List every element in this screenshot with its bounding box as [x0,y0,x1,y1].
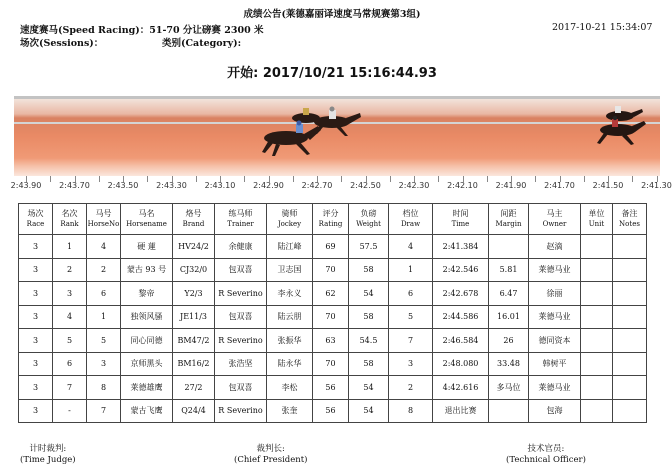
table-cell: 张振华 [267,329,313,353]
table-cell: 京师黑头 [121,352,173,376]
time-axis-label: 2:43.30 [156,181,187,190]
table-cell: 包海 [529,399,581,423]
time-judge-label-en: (Time Judge) [20,455,76,465]
column-header [173,204,215,235]
column-header-en: HorseNo [87,220,120,228]
time-axis-label: 2:42.50 [350,181,381,190]
table-cell: 54 [349,282,389,306]
column-header-en: Rating [318,220,343,228]
column-header-cn: 评分 [322,209,339,218]
table-cell: 8 [389,399,433,423]
table-cell: 3 [19,376,53,400]
table-cell: Q24/4 [173,399,215,423]
table-cell: 张浩坚 [215,352,267,376]
table-cell [581,329,613,353]
column-header-cn: 练马师 [228,209,253,218]
photo-finish-image [14,96,660,176]
column-header-cn: 场次 [27,209,44,218]
column-header-cn: 马号 [95,209,112,218]
column-header [53,204,87,235]
time-axis-tick [147,176,148,182]
time-axis-label: 2:43.50 [107,181,139,190]
chief-president-label: 裁判长: [256,444,285,454]
time-axis-tick [535,176,536,182]
column-header-en: Jockey [277,220,302,228]
column-header [87,204,121,235]
time-axis-tick [487,176,488,182]
table-cell [581,376,613,400]
table-header-row [19,204,647,235]
column-header-en: Notes [619,220,640,228]
table-cell: 2:42.678 [433,282,489,306]
time-axis-tick [196,176,197,182]
column-header-cn: 档位 [402,209,419,218]
column-header [19,204,53,235]
table-cell: 70 [313,258,349,282]
column-header-en: Race [26,220,45,228]
table-cell: 3 [19,305,53,329]
time-axis-tick [244,176,245,182]
table-cell: 54 [349,376,389,400]
table-cell: 1 [87,305,121,329]
table-cell [581,305,613,329]
table-cell: 黎帝 [121,282,173,306]
table-cell: JE11/3 [173,305,215,329]
table-cell: HV24/2 [173,235,215,259]
table-cell: 6 [53,352,87,376]
time-axis-tick [293,176,294,182]
column-header-cn: 负磅 [360,209,377,218]
table-cell [489,235,529,259]
table-cell: 6.47 [489,282,529,306]
table-cell [613,282,647,306]
table-cell: 莱德马业 [529,376,581,400]
table-cell: 27/2 [173,376,215,400]
table-cell: 2:42.546 [433,258,489,282]
table-cell: 57.5 [349,235,389,259]
table-cell: 3 [19,352,53,376]
time-axis-label: 2:42.70 [301,181,333,190]
time-axis-label: 2:41.50 [592,181,624,190]
time-judge-label: 计时裁判: [29,444,67,454]
table-cell: 5 [389,305,433,329]
table-row [19,399,647,423]
table-cell: 56 [313,376,349,400]
time-axis-tick [99,176,100,182]
time-axis-tick [632,176,633,182]
table-cell: 2 [87,258,121,282]
table-cell [613,329,647,353]
table-cell: 70 [313,305,349,329]
time-axis-tick [584,176,585,182]
table-cell [613,399,647,423]
technical-officer-label: 技术官员: [527,444,565,454]
table-cell: 韩树平 [529,352,581,376]
table-cell: 58 [349,305,389,329]
time-axis-label: 2:41.90 [495,181,527,190]
column-header-en: Horsename [126,220,167,228]
table-cell: 4 [87,235,121,259]
table-cell: 7 [53,376,87,400]
column-header-en: Rank [60,220,79,228]
column-header [215,204,267,235]
table-cell: 3 [53,282,87,306]
table-cell: 33.48 [489,352,529,376]
table-cell: 李松 [267,376,313,400]
column-header-cn: 间距 [500,209,517,218]
race-description: 速度赛马(Speed Racing)：51-70 分让磅赛 2300 米 [20,25,264,36]
table-cell [613,352,647,376]
table-cell: 2 [389,376,433,400]
table-cell: 54.5 [349,329,389,353]
chief-president-signature [234,444,307,466]
table-cell: Y2/3 [173,282,215,306]
table-cell: 2 [53,258,87,282]
table-cell: 3 [87,352,121,376]
time-axis-label: 2:42.30 [398,181,430,190]
column-header [389,204,433,235]
column-header-en: Brand [182,220,205,228]
column-header [529,204,581,235]
results-table [18,203,647,423]
time-axis-label: 2:42.90 [253,181,284,190]
time-axis-tick [50,176,51,182]
table-cell: 李永义 [267,282,313,306]
table-cell: 徐丽 [529,282,581,306]
table-cell: 余健康 [215,235,267,259]
table-cell: 张奎 [267,399,313,423]
sessions-label: 场次(Sessions)： [20,38,104,49]
table-cell [581,352,613,376]
table-cell: 蒙古 93 号 [121,258,173,282]
table-cell: 69 [313,235,349,259]
time-axis [10,176,672,202]
column-header-cn: 马主 [546,209,563,218]
table-row [19,352,647,376]
table-row [19,282,647,306]
column-header-en: Owner [542,220,567,228]
column-header-cn: 备注 [621,209,638,218]
table-cell: 莱德马业 [529,258,581,282]
table-cell: R Severino [215,399,267,423]
table-cell: 70 [313,352,349,376]
column-header-en: Unit [588,220,605,228]
table-cell: 2:48.080 [433,352,489,376]
table-cell: 5.81 [489,258,529,282]
table-cell: 赵滴 [529,235,581,259]
table-cell: 1 [389,258,433,282]
table-cell: 莱德雄鹰 [121,376,173,400]
table-cell: 7 [389,329,433,353]
table-row [19,329,647,353]
table-cell: 5 [53,329,87,353]
report-datetime: 2017-10-21 15:34:07 [552,22,653,33]
table-cell: 6 [389,282,433,306]
column-header-en: Draw [400,220,421,228]
table-cell: 4:42.616 [433,376,489,400]
start-time: 开始: 2017/10/21 15:16:44.93 [227,66,437,81]
table-cell: BM47/2 [173,329,215,353]
table-cell: 2:44.586 [433,305,489,329]
time-axis-label: 2:43.10 [204,181,236,190]
time-axis-tick [341,176,342,182]
table-cell [613,258,647,282]
table-cell [613,376,647,400]
table-cell [581,235,613,259]
table-cell: 3 [19,258,53,282]
table-row [19,305,647,329]
table-cell: 德同资本 [529,329,581,353]
table-cell: 3 [19,235,53,259]
time-axis-tick [438,176,439,182]
table-cell [613,305,647,329]
column-header [613,204,647,235]
table-cell [581,258,613,282]
table-cell: 3 [19,282,53,306]
table-cell [613,235,647,259]
table-cell: 63 [313,329,349,353]
time-axis-tick [390,176,391,182]
column-header [313,204,349,235]
table-cell: 多马位 [489,376,529,400]
time-axis-label: 2:41.30 [641,181,672,190]
table-cell: 陆云朋 [267,305,313,329]
table-cell: 26 [489,329,529,353]
table-cell: 包双喜 [215,258,267,282]
table-cell: BM16/2 [173,352,215,376]
table-cell: 54 [349,399,389,423]
column-header [349,204,389,235]
horses-image [14,96,660,176]
category-label: 类别(Category): [162,38,242,49]
table-cell: CJ32/0 [173,258,215,282]
technical-officer-signature [506,444,586,466]
table-cell [489,399,529,423]
time-axis-label: 2:41.70 [544,181,575,190]
table-row [19,258,647,282]
column-header [267,204,313,235]
column-header-cn: 烙号 [185,209,202,218]
table-cell: 4 [53,305,87,329]
column-header [121,204,173,235]
table-cell: 4 [389,235,433,259]
table-cell: 16.01 [489,305,529,329]
table-cell: 3 [19,399,53,423]
time-axis-label: 2:42.10 [447,181,478,190]
table-cell: 蒙古飞鹰 [121,399,173,423]
table-cell: 陆江峰 [267,235,313,259]
table-cell: 1 [53,235,87,259]
column-header-cn: 骑师 [281,209,298,218]
table-cell: 退出比赛 [433,399,489,423]
column-header-en: Time [451,220,470,228]
table-cell: 硬 蓮 [121,235,173,259]
table-cell: 包双喜 [215,305,267,329]
technical-officer-label-en: (Technical Officer) [506,455,586,465]
table-cell [581,399,613,423]
table-cell: R Severino [215,282,267,306]
table-cell: 同心同德 [121,329,173,353]
table-cell: 7 [87,399,121,423]
column-header-en: Trainer [227,220,254,228]
chief-president-label-en: (Chief President) [234,455,308,465]
table-cell: 2:41.384 [433,235,489,259]
column-header [489,204,529,235]
table-cell: 卫志国 [267,258,313,282]
table-cell: 8 [87,376,121,400]
table-cell: - [53,399,87,423]
table-cell: 陆永华 [267,352,313,376]
table-cell: 2:46.584 [433,329,489,353]
table-cell: 3 [19,329,53,353]
table-row [19,235,647,259]
column-header-en: Weight [356,220,381,228]
table-cell: 独领风骚 [121,305,173,329]
column-header [581,204,613,235]
table-cell: 56 [313,399,349,423]
time-judge-signature [20,444,76,466]
column-header-cn: 名次 [61,209,78,218]
table-cell: 6 [87,282,121,306]
table-cell: 58 [349,352,389,376]
table-cell: 62 [313,282,349,306]
table-cell: R Severino [215,329,267,353]
column-header-cn: 单位 [588,209,605,218]
page-title: 成绩公告(莱德嘉丽译速度马常规赛第3组) [243,9,421,20]
column-header-en: Margin [495,220,522,228]
table-row [19,376,647,400]
time-axis-label: 2:43.90 [10,181,42,190]
table-cell: 包双喜 [215,376,267,400]
column-header-cn: 马名 [138,209,155,218]
table-cell: 莱德马业 [529,305,581,329]
column-header [433,204,489,235]
table-cell: 3 [389,352,433,376]
column-header-cn: 时间 [452,209,469,218]
time-axis-label: 2:43.70 [59,181,90,190]
table-cell [581,282,613,306]
table-cell: 58 [349,258,389,282]
table-cell: 5 [87,329,121,353]
